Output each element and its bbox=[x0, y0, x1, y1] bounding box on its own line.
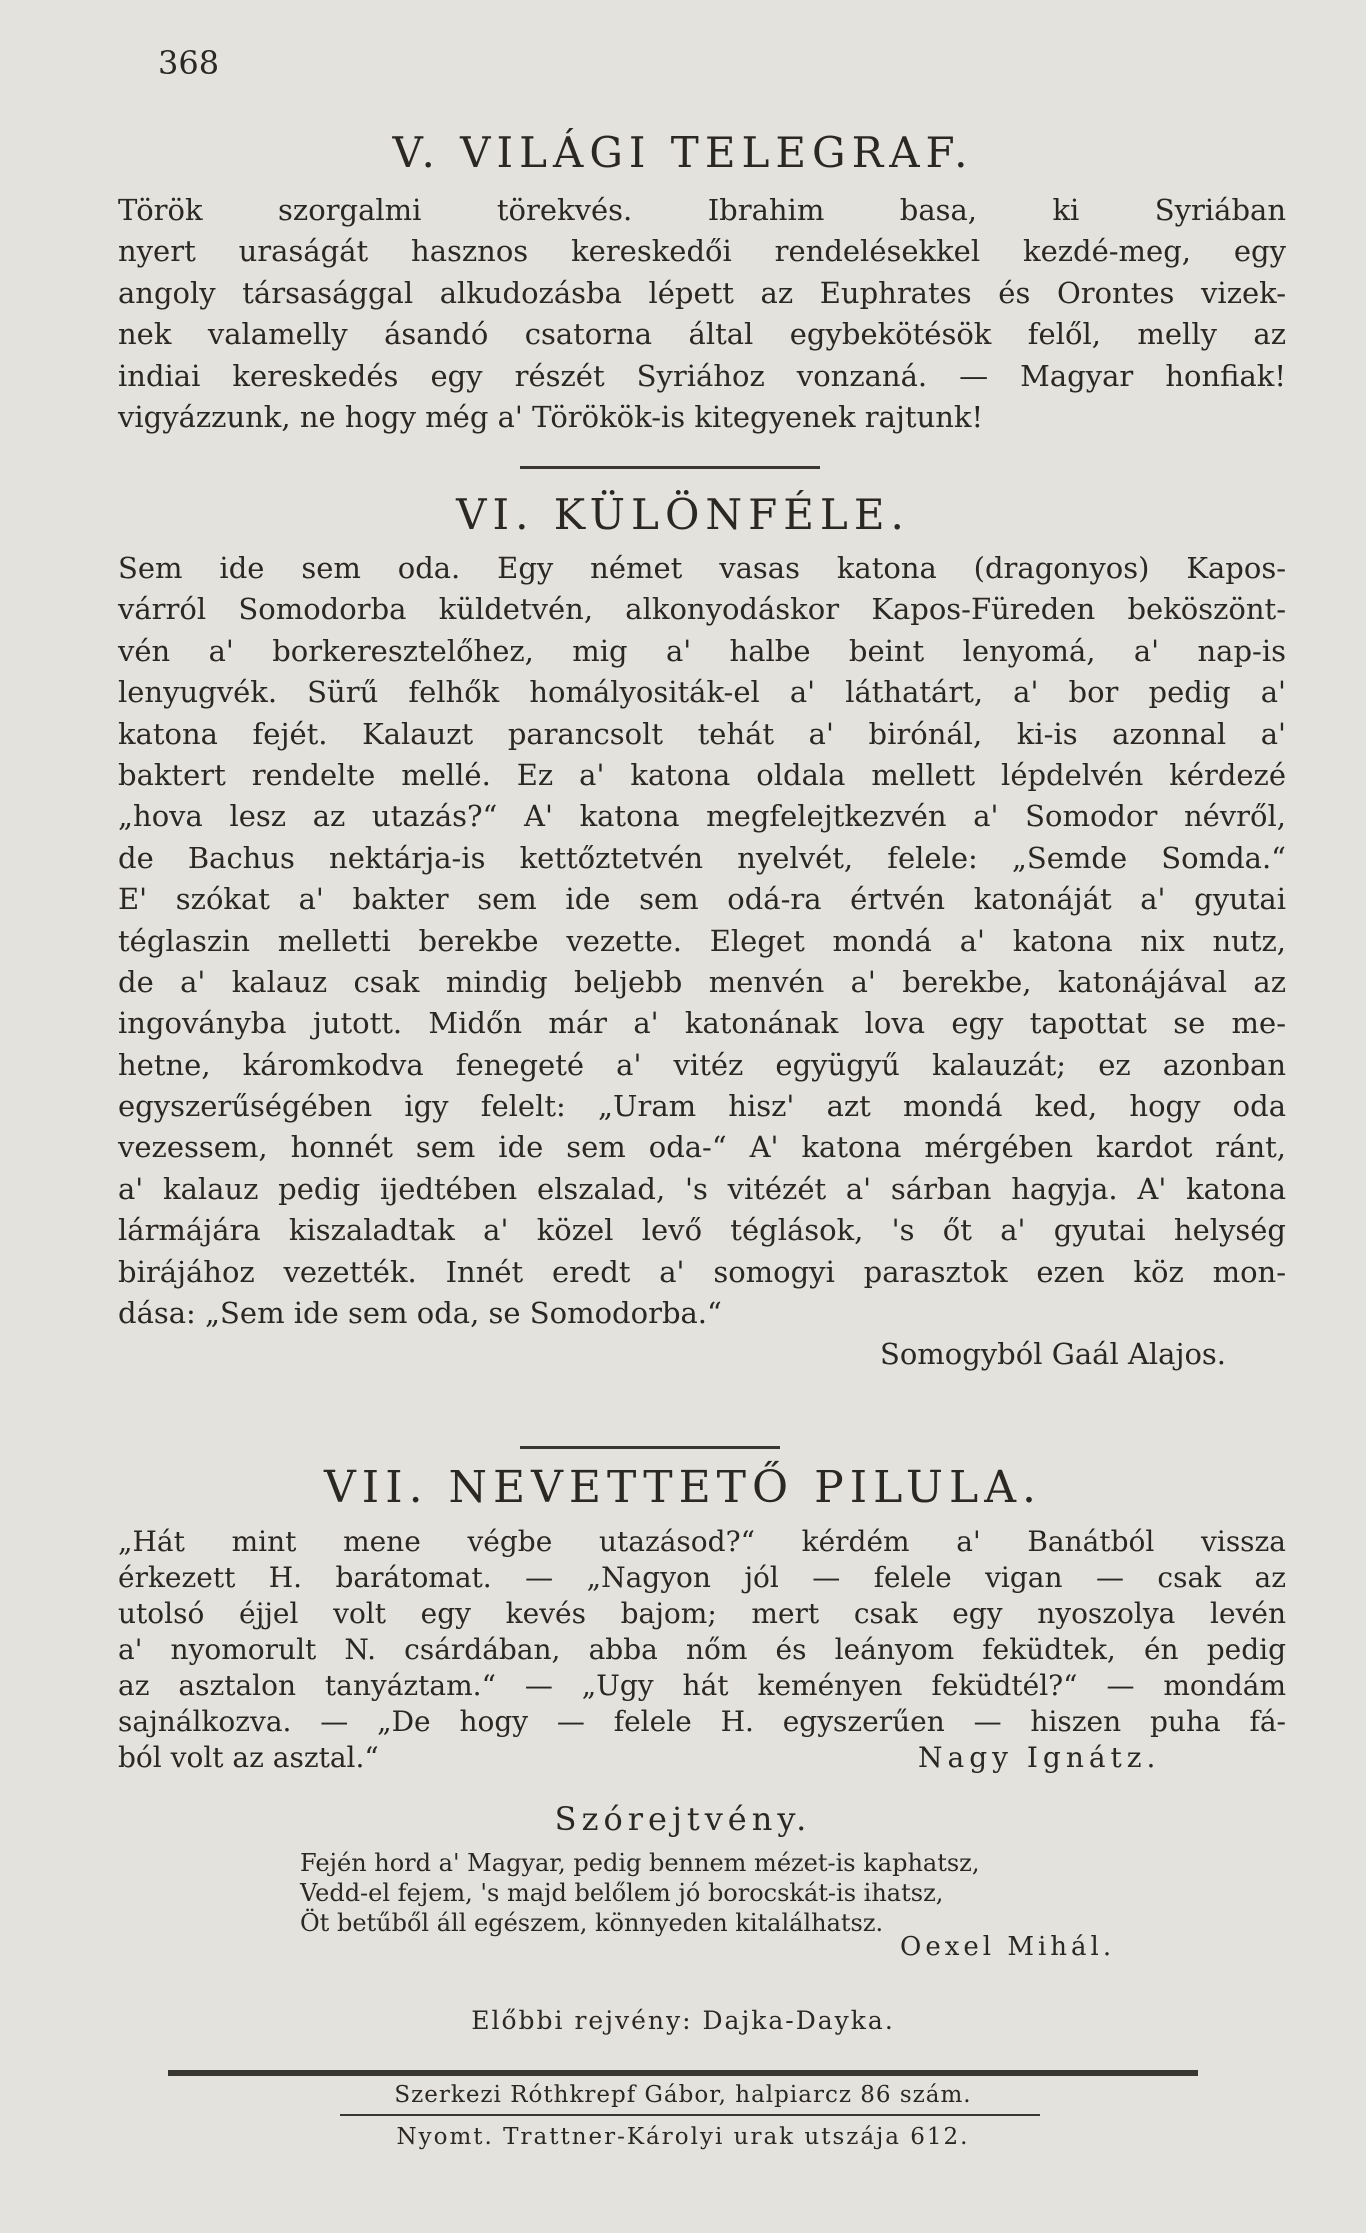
text-line: vezessem, honnét sem ide sem oda-“ A' katona mérgében kardot ránt, bbox=[118, 1130, 1286, 1165]
previous-riddle-answer: Előbbi rejvény: Dajka-Dayka. bbox=[471, 2006, 895, 2035]
riddle-heading: Szórejtvény. bbox=[554, 1800, 812, 1838]
text-line: E' szókat a' bakter sem ide sem odá-ra értvén katonáját a' gyutai bbox=[118, 882, 1286, 917]
footer-rule bbox=[340, 2114, 1040, 2116]
section-5-body bbox=[118, 190, 1286, 438]
text-line bbox=[118, 1740, 1286, 1776]
text-line: lenyugvék. Sürű felhők homályositák-el a' láthatárt, a' bor pedig a' bbox=[118, 675, 1286, 710]
printer-line: Nyomt. Trattner-Károlyi urak utszája 612. bbox=[396, 2124, 970, 2150]
text-line: baktert rendelte mellé. Ez a' katona oldala mellett lépdelvén kérdezé bbox=[118, 757, 1286, 792]
section-7-heading: VII. NEVETTETŐ PILULA. bbox=[324, 1462, 1042, 1513]
section-7-body bbox=[118, 1524, 1286, 1776]
text-line: érkezett H. barátomat. — „Nagyon jól — felele vigan — csak az bbox=[118, 1561, 1286, 1594]
text-line: de a' kalauz csak mindig beljebb menvén a' berekbe, katonájával az bbox=[118, 964, 1286, 999]
text-line: birájához vezették. Innét eredt a' somogyi parasztok ezen köz mon- bbox=[118, 1254, 1286, 1289]
verse-line: Vedd-el fejem, 's majd belőlem jó borocskát-is ihatsz, bbox=[300, 1879, 944, 1907]
text-line: téglaszin melletti berekbe vezette. Eleget mondá a' katona nix nutz, bbox=[118, 923, 1286, 958]
text-line: sajnálkozva. — „De hogy — felele H. egyszerűen — hiszen puha fá- bbox=[118, 1705, 1286, 1738]
text-line: „Hát mint mene végbe utazásod?“ kérdém a' Banátból vissza bbox=[118, 1525, 1286, 1558]
riddle-verse bbox=[300, 1848, 1200, 1938]
text-line: vén a' borkeresztelőhez, mig a' halbe beint lenyomá, a' nap-is bbox=[118, 633, 1286, 668]
section-6-body bbox=[118, 548, 1286, 1376]
closing-line: ból volt az asztal.“ bbox=[118, 1741, 379, 1774]
verse-line: Öt betűből áll egészem, könnyeden kitalálhatsz. bbox=[300, 1909, 884, 1937]
riddle-signature: Oexel Mihál. bbox=[900, 1932, 1116, 1962]
footer-rule bbox=[168, 2070, 1198, 2076]
section-5-heading: V. VILÁGI TELEGRAF. bbox=[392, 128, 974, 177]
text-line: Török szorgalmi törekvés. Ibrahim basa, ki Syriában bbox=[118, 193, 1286, 227]
text-line: a' nyomorult N. csárdában, abba nőm és leányom feküdtek, én pedig bbox=[118, 1633, 1286, 1666]
text-line: vigyázzunk, ne hogy még a' Törökök-is kitegyenek rajtunk! bbox=[118, 399, 984, 434]
text-line: indiai kereskedés egy részét Syriához vonzaná. — Magyar honfiak! bbox=[118, 358, 1286, 393]
text-line: ingoványba jutott. Midőn már a' katonának lova egy tapottat se me- bbox=[118, 1006, 1286, 1041]
page-number: 368 bbox=[158, 44, 220, 82]
text-line: várról Somodorba küldetvén, alkonyodáskor Kapos-Füreden beköszönt- bbox=[118, 592, 1286, 627]
text-line: nek valamelly ásandó csatorna által egybekötésök felől, melly az bbox=[118, 317, 1286, 352]
text-line: angoly társasággal alkudozásba lépett az Euphrates és Orontes vizek- bbox=[118, 275, 1286, 310]
text-line: Sem ide sem oda. Egy német vasas katona (dragonyos) Kapos- bbox=[118, 551, 1286, 585]
signature: Somogyból Gaál Alajos. bbox=[879, 1337, 1226, 1372]
text-line: az asztalon tanyáztam.“ — „Ugy hát keményen feküdtél?“ — mondám bbox=[118, 1669, 1286, 1702]
text-line: hetne, káromkodva fenegeté a' vitéz együgyű kalauzát; ez azonban bbox=[118, 1047, 1286, 1082]
section-6-heading: VI. KÜLÖNFÉLE. bbox=[456, 490, 910, 539]
verse-line: Fején hord a' Magyar, pedig bennem mézet-is kaphatsz, bbox=[300, 1849, 980, 1877]
text-line: utolsó éjjel volt egy kevés bajom; mert csak egy nyoszolya levén bbox=[118, 1597, 1286, 1630]
editor-line: Szerkezi Róthkrepf Gábor, halpiarcz 86 szám. bbox=[394, 2082, 972, 2108]
signature: Nagy Ignátz. bbox=[918, 1741, 1161, 1774]
text-line: katona fejét. Kalauzt parancsolt tehát a' birónál, ki-is azonnal a' bbox=[118, 716, 1286, 751]
text-line: de Bachus nektárja-is kettőztetvén nyelvét, felele: „Semde Somda.“ bbox=[118, 840, 1286, 875]
section-divider bbox=[520, 1446, 780, 1449]
text-line: a' kalauz pedig ijedtében elszalad, 's vitézét a' sárban hagyja. A' katona bbox=[118, 1171, 1286, 1206]
text-line: dása: „Sem ide sem oda, se Somodorba.“ bbox=[118, 1296, 722, 1331]
text-line: egyszerűségében igy felelt: „Uram hisz' azt mondá ked, hogy oda bbox=[118, 1089, 1286, 1124]
text-line: „hova lesz az utazás?“ A' katona megfelejtkezvén a' Somodor névről, bbox=[118, 799, 1286, 834]
text-line: nyert uraságát hasznos kereskedői rendelésekkel kezdé-meg, egy bbox=[118, 234, 1286, 269]
section-divider bbox=[520, 466, 820, 469]
text-line: lármájára kiszaladtak a' közel levő téglások, 's őt a' gyutai helység bbox=[118, 1213, 1286, 1248]
